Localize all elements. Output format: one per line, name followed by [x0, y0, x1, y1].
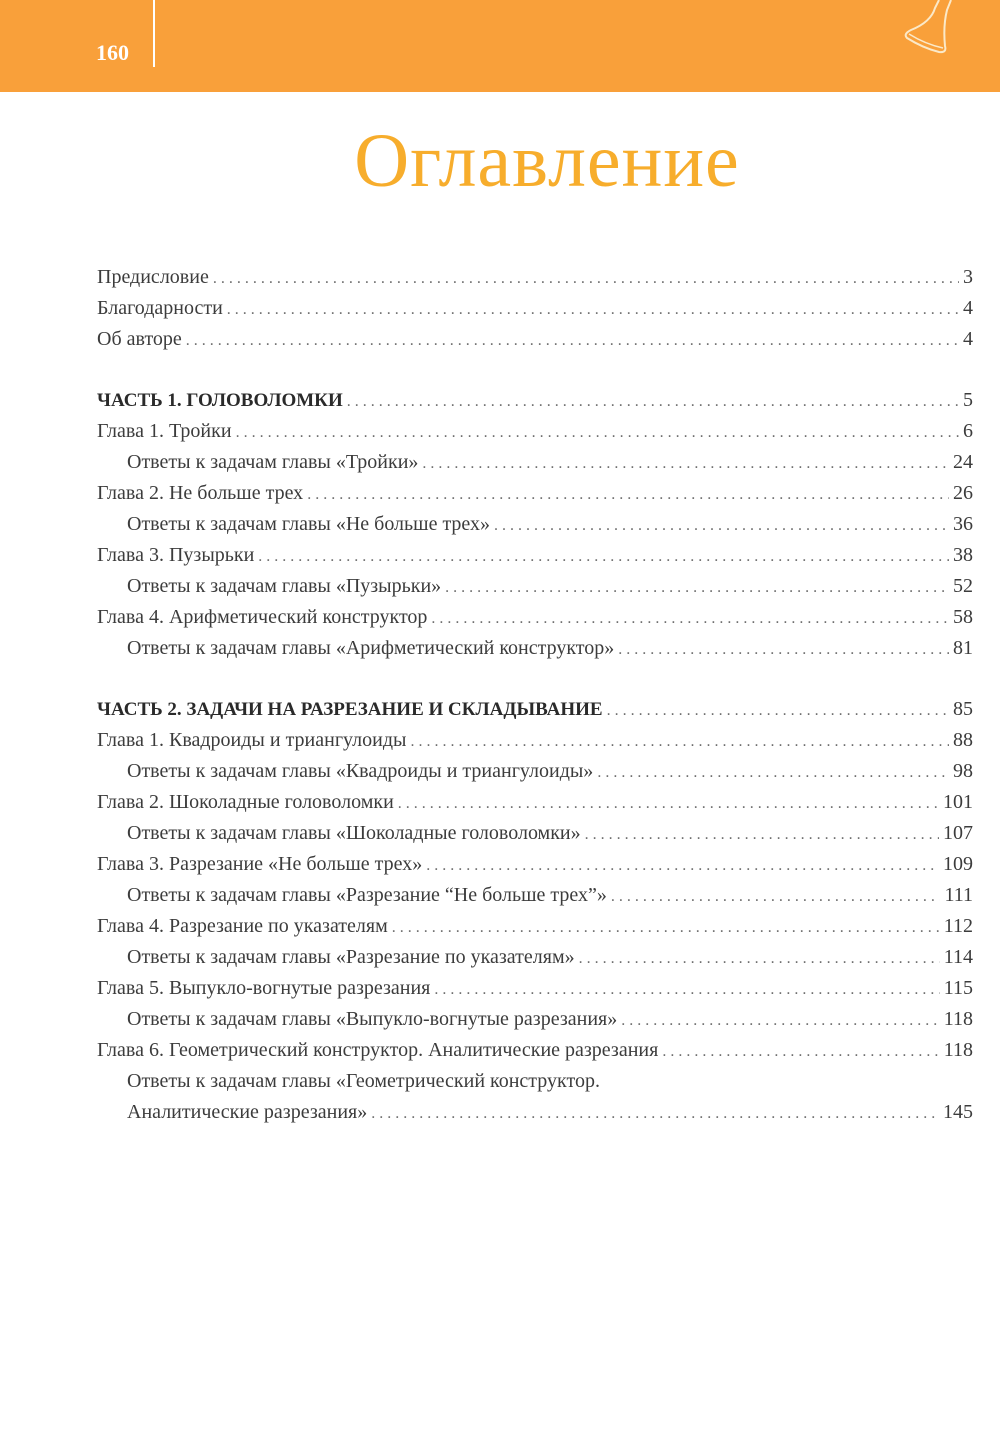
toc-entry-label: Глава 4. Арифметический конструктор — [97, 606, 428, 628]
header-divider — [153, 0, 155, 67]
dot-leader — [422, 448, 949, 479]
toc-entry-page: 36 — [953, 513, 973, 535]
page-number: 160 — [96, 40, 129, 65]
toc-part-heading[interactable] — [97, 385, 973, 416]
toc-entry-page: 58 — [953, 606, 973, 628]
toc-entry-page: 114 — [943, 946, 973, 968]
toc-chapter-item[interactable] — [97, 725, 973, 756]
dot-leader — [445, 572, 949, 603]
toc-entry-page: 5 — [963, 389, 973, 411]
toc-entry-label: Ответы к задачам главы «Разрезание “Не больше трех”» — [127, 884, 607, 906]
toc-entry-label: Об авторе — [97, 328, 182, 350]
toc-answers-item[interactable] — [97, 633, 973, 664]
toc-entry-label: Ответы к задачам главы «Выпукло-вогнутые разрезания» — [127, 1008, 618, 1030]
dot-leader — [579, 943, 940, 974]
toc-entry-page: 118 — [943, 1008, 973, 1030]
dot-leader — [371, 1098, 939, 1129]
dot-leader — [307, 479, 949, 510]
dot-leader — [426, 850, 939, 881]
dot-leader — [618, 634, 949, 665]
toc-chapter-item[interactable] — [97, 911, 973, 942]
page-title: Оглавление — [354, 119, 740, 203]
dot-leader — [410, 726, 949, 757]
toc-entry-label: Ответы к задачам главы «Шоколадные головоломки» — [127, 822, 581, 844]
toc-answers-item[interactable] — [97, 880, 973, 911]
toc-entry-page: 88 — [953, 729, 973, 751]
toc-entry-page: 6 — [963, 420, 973, 442]
dot-leader — [186, 325, 959, 356]
toc-chapter-item[interactable] — [97, 478, 973, 509]
table-of-contents — [97, 262, 973, 1128]
toc-entry-label: Ответы к задачам главы «Тройки» — [127, 451, 419, 473]
toc-entry-page: 115 — [943, 977, 973, 999]
dot-leader — [434, 974, 939, 1005]
header-band — [0, 0, 1000, 92]
toc-front-matter-item[interactable] — [97, 293, 973, 324]
dot-leader — [585, 819, 939, 850]
toc-entry-label: Глава 1. Квадроиды и триангулоиды — [97, 729, 407, 751]
toc-chapter-item[interactable] — [97, 973, 973, 1004]
toc-entry-page: 112 — [943, 915, 973, 937]
dot-leader — [431, 603, 949, 634]
toc-entry-page: 145 — [943, 1101, 973, 1123]
toc-entry-page: 4 — [963, 297, 973, 319]
toc-entry-page: 101 — [943, 791, 973, 813]
toc-answers-item-continued[interactable] — [97, 1097, 973, 1128]
toc-answers-item[interactable] — [97, 447, 973, 478]
toc-entry-page: 24 — [953, 451, 973, 473]
dot-leader — [258, 541, 949, 572]
dot-leader — [621, 1005, 940, 1036]
toc-entry-label: Глава 5. Выпукло-вогнутые разрезания — [97, 977, 431, 999]
toc-entry-label: Глава 6. Геометрический конструктор. Аналитические разрезания — [97, 1039, 659, 1061]
toc-entry-page: 26 — [953, 482, 973, 504]
toc-chapter-item[interactable] — [97, 1035, 973, 1066]
toc-entry-label: Ответы к задачам главы «Квадроиды и триангулоиды» — [127, 760, 594, 782]
dot-leader — [597, 757, 949, 788]
toc-chapter-item[interactable] — [97, 787, 973, 818]
toc-entry-label: Глава 2. Шоколадные головоломки — [97, 791, 394, 813]
dot-leader — [398, 788, 939, 819]
dot-leader — [227, 294, 959, 325]
toc-entry-page: 85 — [953, 698, 973, 720]
toc-part-heading[interactable] — [97, 694, 973, 725]
toc-entry-page: 109 — [943, 853, 973, 875]
toc-entry-label: Ответы к задачам главы «Пузырьки» — [127, 575, 442, 597]
toc-front-matter-item[interactable] — [97, 324, 973, 355]
toc-entry-page: 38 — [953, 544, 973, 566]
toc-answers-item[interactable] — [97, 1066, 973, 1097]
toc-entry-label: Глава 1. Тройки — [97, 420, 232, 442]
toc-chapter-item[interactable] — [97, 416, 973, 447]
toc-entry-label: Предисловие — [97, 266, 209, 288]
toc-entry-label: Глава 4. Разрезание по указателям — [97, 915, 388, 937]
toc-answers-item[interactable] — [97, 509, 973, 540]
toc-answers-item[interactable] — [97, 756, 973, 787]
chess-pawn-icon — [895, 0, 975, 60]
toc-answers-item[interactable] — [97, 818, 973, 849]
toc-entry-label: Ответы к задачам главы «Арифметический конструктор» — [127, 637, 615, 659]
dot-leader — [347, 386, 959, 417]
toc-entry-label: Ответы к задачам главы «Не больше трех» — [127, 513, 491, 535]
toc-answers-item[interactable] — [97, 571, 973, 602]
toc-entry-page: 107 — [943, 822, 973, 844]
dot-leader — [392, 912, 940, 943]
toc-answers-item[interactable] — [97, 1004, 973, 1035]
toc-entry-page: 4 — [963, 328, 973, 350]
toc-entry-label: Глава 2. Не больше трех — [97, 482, 304, 504]
toc-entry-page: 3 — [963, 266, 973, 288]
dot-leader — [236, 417, 959, 448]
toc-front-matter-item[interactable] — [97, 262, 973, 293]
toc-entry-label: Ответы к задачам главы «Разрезание по указателям» — [127, 946, 575, 968]
dot-leader — [662, 1036, 939, 1067]
toc-chapter-item[interactable] — [97, 540, 973, 571]
toc-entry-page: 98 — [953, 760, 973, 782]
dot-leader — [213, 263, 959, 294]
toc-entry-page: 52 — [953, 575, 973, 597]
toc-entry-label: ЧАСТЬ 2. ЗАДАЧИ НА РАЗРЕЗАНИЕ И СКЛАДЫВАНИЕ — [97, 699, 603, 720]
toc-entry-label: Аналитические разрезания» — [127, 1101, 368, 1123]
toc-entry-label: Ответы к задачам главы «Геометрический конструктор. — [127, 1070, 600, 1092]
toc-answers-item[interactable] — [97, 942, 973, 973]
toc-entry-label: Благодарности — [97, 297, 223, 319]
toc-entry-page: 118 — [943, 1039, 973, 1061]
toc-entry-page: 81 — [953, 637, 973, 659]
toc-entry-page: 111 — [944, 884, 973, 906]
toc-chapter-item[interactable] — [97, 602, 973, 633]
toc-entry-label: Глава 3. Разрезание «Не больше трех» — [97, 853, 423, 875]
toc-chapter-item[interactable] — [97, 849, 973, 880]
toc-entry-label: ЧАСТЬ 1. ГОЛОВОЛОМКИ — [97, 390, 343, 411]
dot-leader — [611, 881, 941, 912]
dot-leader — [607, 695, 949, 726]
toc-entry-label: Глава 3. Пузырьки — [97, 544, 255, 566]
dot-leader — [494, 510, 949, 541]
